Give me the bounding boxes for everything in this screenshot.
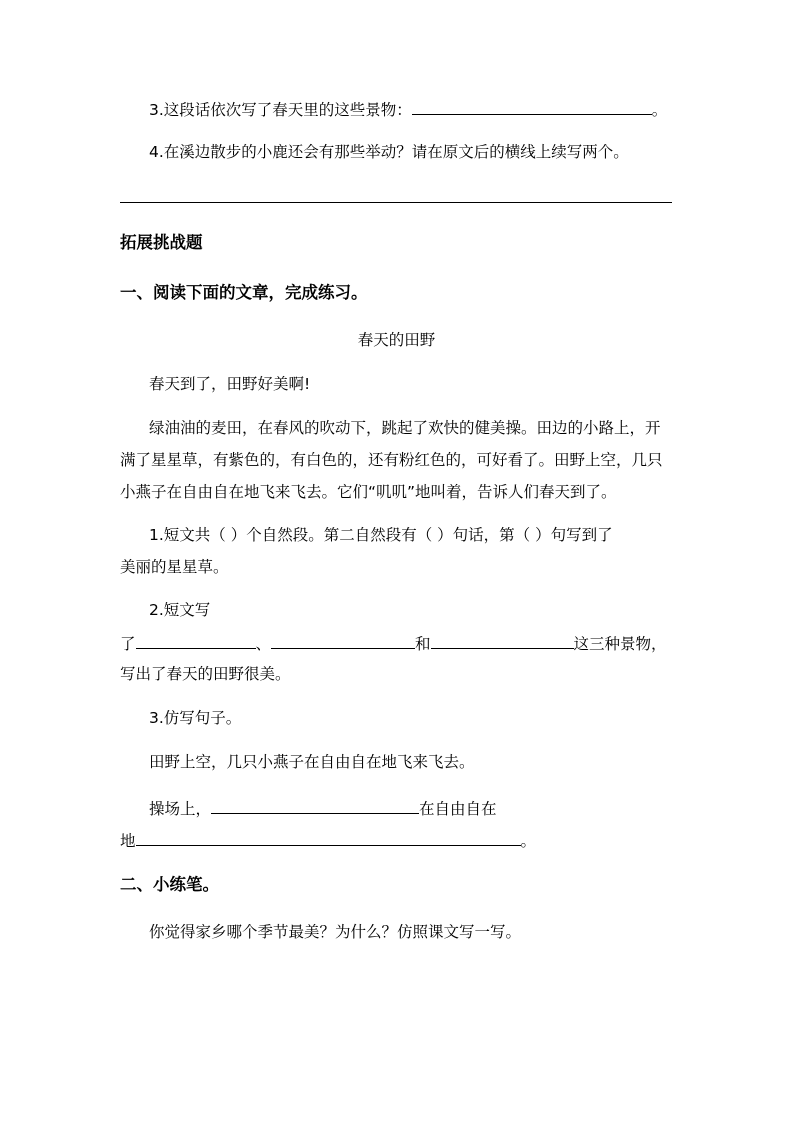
question-3-top-end: 。 (651, 101, 668, 119)
question-4-top: 4.在溪边散步的小鹿还会有那些举动？请在原文后的横线上续写两个。 (149, 143, 629, 161)
answer-blank-5[interactable] (136, 829, 521, 846)
answer-line[interactable] (120, 202, 672, 203)
passage-paragraph-2-line-3: 小燕子在自由自在地飞来飞去。它们“叽叽”地叫着，告诉人们春天到了。 (120, 483, 617, 501)
question-3-line-1 (149, 797, 497, 819)
question-1-line-2: 美丽的星星草。 (120, 558, 229, 576)
question-3-mid: 在自由自在 (419, 800, 497, 818)
question-3-end: 。 (520, 832, 537, 850)
part-1-heading: 一、阅读下面的文章，完成练习。 (120, 283, 368, 302)
question-3-top-text: 3.这段话依次写了春天里的这些景物： (149, 101, 412, 119)
question-3-top (149, 98, 667, 120)
question-3-prefix: 操场上， (149, 800, 212, 818)
section-title: 拓展挑战题 (120, 233, 203, 252)
passage-paragraph-2-line-1: 绿油油的麦田，在春风的吹动下，跳起了欢快的健美操。田边的小路上，开 (149, 419, 661, 437)
question-3-line-2 (120, 829, 536, 851)
question-2-prefix: 了 (120, 635, 136, 653)
question-2-label: 2.短文写 (149, 601, 211, 619)
answer-blank-3[interactable] (431, 632, 574, 649)
question-3-line-2-prefix: 地 (120, 832, 136, 850)
answer-blank-4[interactable] (211, 797, 419, 814)
part-2-heading: 二、小练笔。 (120, 875, 219, 894)
question-3-label: 3.仿写句子。 (149, 709, 242, 727)
question-2-sep-2: 和 (415, 635, 431, 653)
part-2-prompt: 你觉得家乡哪个季节最美？为什么？仿照课文写一写。 (149, 923, 522, 941)
passage-paragraph-2-line-2: 满了星星草，有紫色的，有白色的，还有粉红色的，可好看了。田野上空，几只 (120, 451, 663, 469)
question-3-example: 田野上空，几只小燕子在自由自在地飞来飞去。 (149, 753, 475, 771)
question-2-sep-1: 、 (255, 635, 272, 653)
answer-blank[interactable] (412, 98, 652, 115)
passage-paragraph-1: 春天到了，田野好美啊! (149, 375, 311, 393)
answer-blank-1[interactable] (136, 632, 256, 649)
question-2-blanks (120, 632, 667, 654)
answer-blank-2[interactable] (271, 632, 415, 649)
question-2-line-3: 写出了春天的田野很美。 (120, 665, 291, 683)
passage-title: 春天的田野 (357, 331, 436, 349)
question-1-line-1: 1.短文共（ ）个自然段。第二自然段有（ ）句话，第（ ）句写到了 (149, 526, 613, 544)
question-2-suffix: 这三种景物， (573, 635, 667, 653)
